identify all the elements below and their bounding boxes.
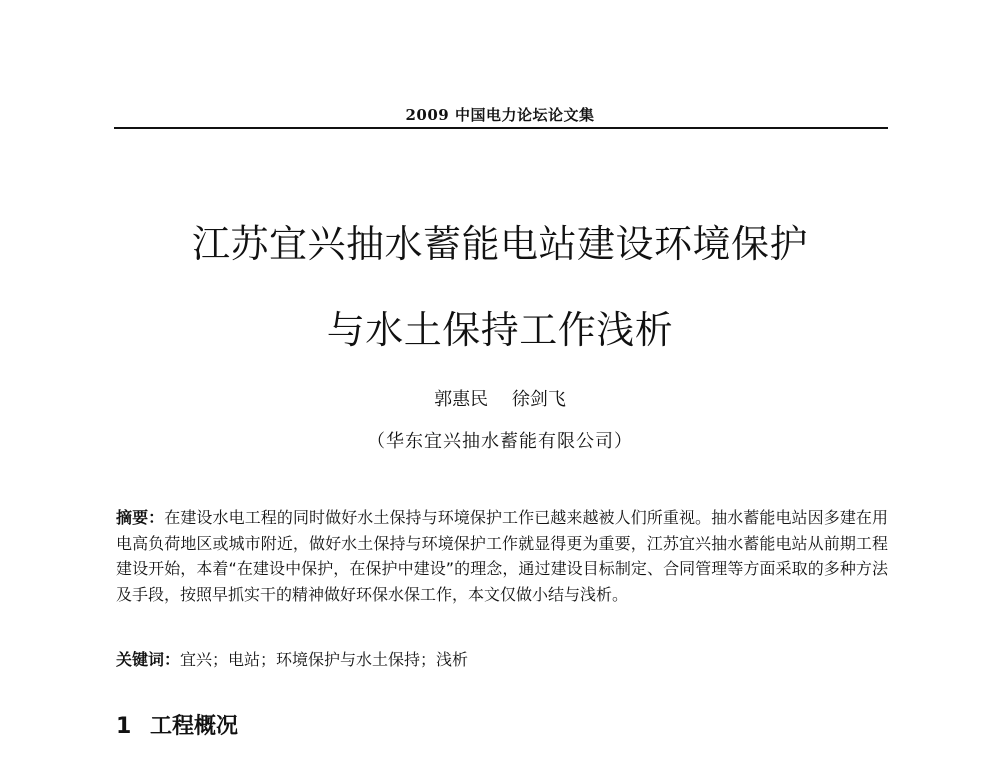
affiliation: （华东宜兴抽水蓄能有限公司） bbox=[367, 431, 633, 452]
paper-title-line-2: 与水土保持工作浅析 bbox=[326, 308, 674, 352]
header-rule bbox=[114, 127, 888, 129]
authors: 郭惠民 徐剑飞 bbox=[434, 389, 566, 410]
keywords bbox=[116, 648, 888, 672]
keywords-text: 宜兴；电站；环境保护与水土保持；浅析 bbox=[180, 650, 469, 669]
abstract-text: 在建设水电工程的同时做好水土保持与环境保护工作已越来越被人们所重视。抽水蓄能电站因多建在用电高负荷地区或城市附近，做好水土保持与环境保护工作就显得更为重要，江苏宜兴抽水蓄能电站从前期工程建设开始，本着“在建设中保护，在保护中建设”的理念，通过建设目标制定、合同管理等方面采取的多种方法及手段，按照早抓实干的精神做好环保水保工作，本文仅做小结与浅析。 bbox=[116, 508, 888, 604]
paper-title-line-1: 江苏宜兴抽水蓄能电站建设环境保护 bbox=[191, 222, 808, 266]
abstract bbox=[116, 505, 888, 607]
abstract-label: 摘要： bbox=[116, 508, 165, 527]
keywords-label: 关键词： bbox=[116, 650, 181, 669]
section-number: 1 bbox=[116, 714, 132, 739]
section-heading bbox=[116, 712, 238, 742]
section-title: 工程概况 bbox=[150, 714, 239, 739]
running-head: 2009 中国电力论坛论文集 bbox=[405, 106, 595, 124]
